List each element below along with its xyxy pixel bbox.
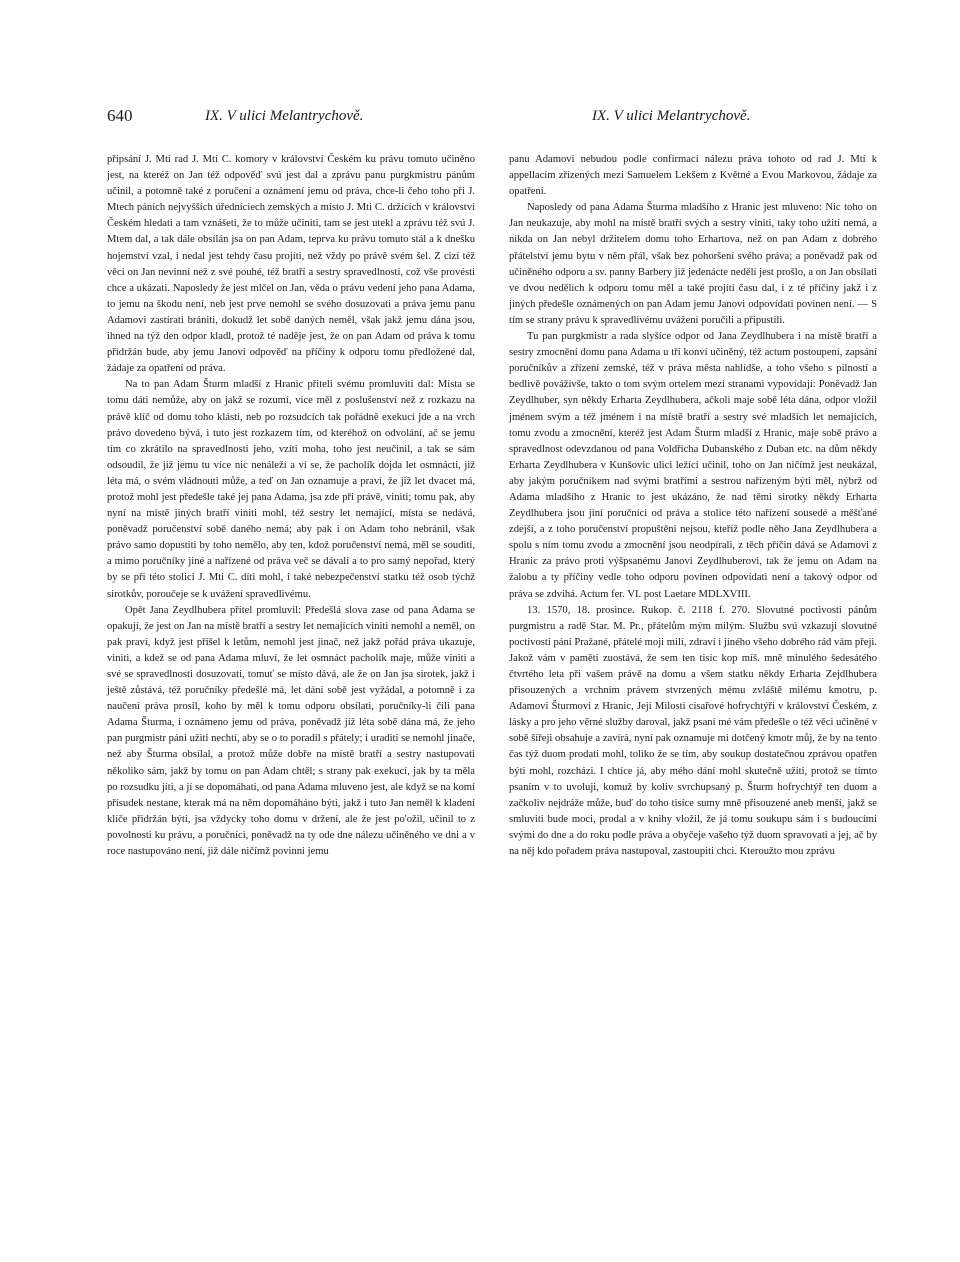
paragraph: panu Adamovi nebudou podle confirmací nálezu práva tohoto od rad J. Mtí k appellacím zřízených mezi Samuelem Lekšem z Květné a Evou Markovou, žádaje za opatření. bbox=[509, 154, 877, 198]
left-text-column bbox=[107, 152, 475, 860]
paragraph: připsání J. Mtí rad J. Mtí C. komory v království Českém ku právu tomuto učiněno jest, na kteréž on Jan též odpověď svú jest dal a zprávu panu purgkmistru pánům učinil, a potomně také z poručení a oznámení jemu od práva, chce-li čeho toho při J. Mtech páních nejvyšších úředníciech zemských a místo J. Mti C. držících v království Českém hledati a tam vznášeti, že to může učiniti, tam se jest utekl a zprávu též svú J. Mtem dal, a tak dále obsílán jsa on pan Adam, teprva ku právu tomuto stál a k dnešku hojemství vzal, i nedal jest tehdy času projíti, než vždy po právě svém šel. Z cizí též věci on Jan nevinní než z své pouhé, též bratří a sestry spravedlnosti, což vše provésti chce a ukázati. Naposledy že jest mlčel on Jan, věda o právu vedení jeho pana Adama, to jemu na škodu není, neb jest prve nemohl se svého dosuzovati a práva jemu panu Adamovi zastírati brániti, dokudž let sobě daných neměl, však jakž jemu dána jsou, ihned na týž den odpor kladl, protož té naděje jest, že on pan Adam od práva k tomu přidržán bude, aby jemu Janovi odpověď na příčiny k odporu tomu předložené dal, žádaje za opatření od práva. bbox=[107, 154, 475, 375]
paragraph: Na to pan Adam Šturm mladší z Hranic přiteli svému promluviti dal: Místa se tomu dáti nemůže, aby on jakž se rozumí, více měl z poslušenství než z rozkazu na právě klíč od domu toho klásti, neb po rozsudcích tak pořádně exekucí jde a na vrch právo dovedeno bývá, i tuto jest rozkazem tím, od kteréhož on odvolání, ač se jemu tím co zkrátilo na spravedlnosti jeho, vzíti moha, toho jest neučinil, a tak se sám odsoudil, že již jemu tu více nic nenáleží a ví se, že pacholík dojda let osmnácti, již léta má, o svém vládnouti může, a teď on Jan oznamuje a praví, že již let dvacet má, protož mohl jest předešle také jej pana Adama, jsa zde při právě, viniti; tomu pak, aby nyní na místě jiných bratří viniti mohl, též sestry let nemající, místa se nedává, poněvadž poručenství sobě daného nemá; aby pak i on Adam toho nebránil, však právo samo dopustiti by toho nemělo, aby ten, kdož poručenství nemá, měl se souditi, a mimo poručníky jiné a nařízené od práva več se dávali a to pro samý nepořad, který by se při této stolici J. Mti C. díti mohl, i také nebezpečenství statku též osob týchž sirotkův, poroučeje se k uvážení spravedlivému. bbox=[107, 379, 475, 600]
running-head-right: IX. V ulici Melantrychově. bbox=[592, 108, 751, 124]
paragraph: Tu pan purgkmistr a rada slyšíce odpor od Jana Zeydlhubera i na místě bratří a sestry zmocnění domu pana Adama u tří konví učiněný, též actum postoupení, zapsání poručníkův a zřízení zemské, též v práva města nahlídše, a toho všeho s pilností a bedlivě povážívše, takto o tom svým ortelem mezi stranami vypovídají: Poněvadž Jan Zeydlhuber, syn někdy Erharta Zeydlhubera, ačkoli maje sobě léta dána, odpor vložil jménem svým a též jménem i na místě bratří a sestry své mladších let nemajících, tomu zvodu a zmocnění, kteréž jest Adam Šturm mladší z Hranic, maje sobě právo a spravedlnost odevzdanou od pana Voldřicha Dubanského z Duban etc. na dům někdy Erharta Zeydlhubera v Kunšovic ulici ležící učinil, toho on Jan ničímž jest neukázal, aby jakým poručníkem nad svými bratřími a sestrou nařízeným býti měl, nýbrž od Adama mladšího z Hranic to jest ukázáno, že nad těmi sirotky někdy Erharta Zeydlhubera jsou jiní poručníci od práva a stolice této nařízení sousedé a měšťané zdejší, a z toho poručenství propuštěni nejsou, kteříž podle něho Jana Zeydlhubera a spolu s ním tomu zvodu a zmocnění jsou neodpírali, z těch příčin dává se Adamovi z Hranic za právo proti výšpsanému Janovi Zeydlhuberovi, tak že jemu on Adam na žalobu a ty příčiny vedle toho odporu povinen odpovídati není a takový odpor od práva se zdvihá. Actum fer. VI. post Laetare MDLXVIII. bbox=[509, 331, 877, 600]
right-text-column bbox=[509, 152, 877, 860]
document-entry-13: 13. 1570, 18. prosince. Rukop. č. 2118 f. 270. Slovutné poctivosti pánům purgmistru a radě Star. M. Pr., přátelům mým milým. Službu svú vzkazuji slovutné poctivosti páni Pražané, přátelé moji milí, zdraví i jiného všeho dobrého rád vám přeji. Jakož vám v paměti zuostává, že sem ten tisíc kop míš. mně minulého šedesátého čtvrtého leta při vašem právě na domu a všem statku někdy Erharta Zejdlhubera přisouzených a vrchním právem stvrzených mému zvláště milému kmotru, p. Adamovi Šturmovi z Hranic, Její Milosti císařové hofrychtýři v království Českém, z lásky a pro jeho věrné služby daroval, jakž psaní mé vám předešle o též věci učiněné v sobě šířeji obsahuje a zavírá, nyní pak oznamuje mi dotčený kmotr můj, že by na tento čas týž duom prodati mohl, toliko že se tím, aby soukup dostatečnou zprávou opatřen býti mohl, rozcházi. I chtíce já, aby mého dání mohl skutečně užiti, protož se tímto psaním v to uvoluji, komuž by koliv svrchupsaný p. Šturm hofrychtýř ten duom a začkoliv nejdráže může, buď do toho tisíce sumy mně přisouzené aneb menší, jakž se smluviti bude moci, prodal a v knihy vložil, že já tomu soukupu sám i s budoucími svými do dne a do roku podle práva a obyčeje vašeho týž duom spravovati a jej, ač by na něj kdo pořadem práva nastupoval, zastoupiti chci. Kteroužto mou zprávu bbox=[509, 604, 877, 858]
paragraph: Opět Jana Zeydlhubera přítel promluvil: Předešlá slova zase od pana Adama se opakují, že jest on Jan na místě bratří a sestry let nemajících viniti nemohl a neměl, on pak praví, když jest přišel k letům, nemohl jest jinač, než jakž pořád práva ukazuje, viniti, a kdež se od pana Adama mluví, že let osmnáct pacholík maje, může viniti a své se spravedlnosti dosuzovati, tomuť se místo dává, ale že on Jan jsa sirotek, jakž i ještě zůstává, též poručníky předešlé má, let dání sobě jest vyžádal, a potomně i za naučení práva prosil, koho by měl k tomu odporu obsílati, poručníky-li čili pana Adama Šturma, i oznámeno jemu od práva, poněvadž již léta sobě dána má, že jeho pan purgmistr páni užiti nechtí, aby se o to poradil s přátely; i uraditi se nemohl jinače, než aby Šturma obsílal, a protož může dobře na místě bratří a sestry nastupovati několiko sám, jakž by tomu on pan Adam chtěl; s strany pak exekucí, jak by ta měla po rozsudku jíti, a jí se dopomáhati, od pana Adama mluveno jest, ale když se na komí přísudek nestane, kterak má na něm dopomáháno býti, jakž i tuto Jan neměl k kladení klíče přidržán býti, jsa vždycky toho domu v držení, ale že jest po'ožil, učinil to z povolnosti ku právu, a poručníci, poněvadž na ty ode dne nálezu učiněného ve dni a v roce nastupováno není, již dále ničímž povinni jemu bbox=[107, 604, 475, 858]
page-number: 640 bbox=[107, 106, 133, 125]
paragraph: Naposledy od pana Adama Šturma mladšího z Hranic jest mluveno: Nic toho on Jan neukazuje, aby mohl na místě bratří svých a sestry viniti, taky toho užití nemá, a nikda on Jan nebyl držitelem domu toho Erhartova, než on pan Adam z dobrého přátelství jemu bytu v něm přál, však bez pohoršení svého práva; a poněvadž pak od učiněného odporu a sv. panny Barbery již jedenácte nedělí jest prošlo, a on Jan obsílati ve dvou nedělích k odporu tomu měl a také projíti času dal, i z té příčiny jakž i z jiných předešle oznámených on pan Adam jemu Janovi odpovídati povinen není. — S tím se strany právu k spravedlivému uvážení poručili a připustili. bbox=[509, 202, 877, 326]
running-head-left: IX. V ulici Melantrychově. bbox=[205, 108, 364, 124]
